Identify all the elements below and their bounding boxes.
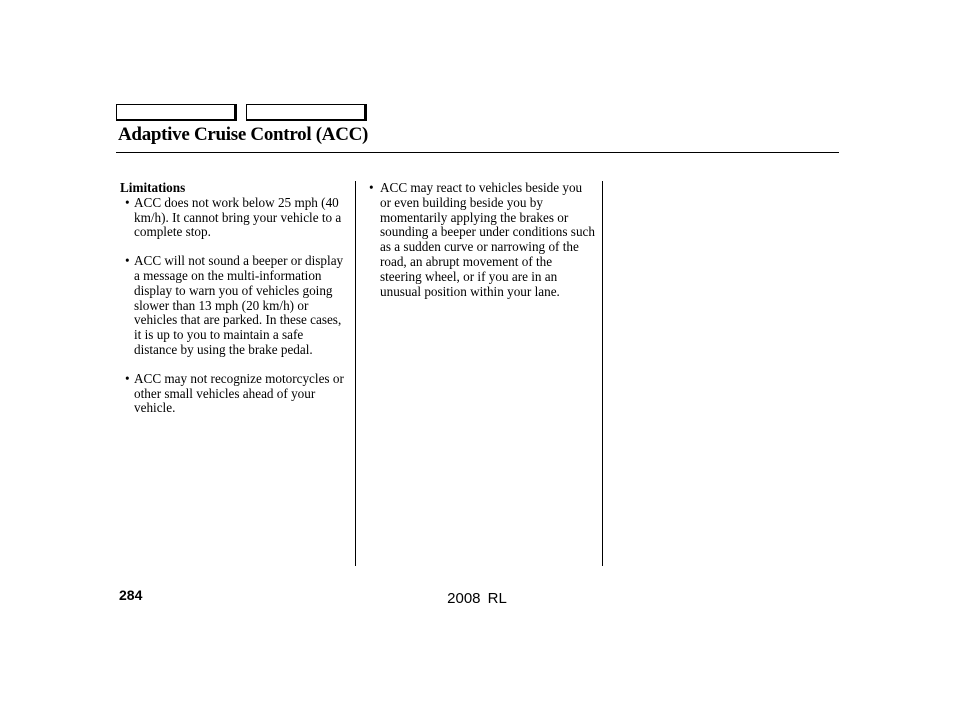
nav-tab-table-of-contents[interactable] — [246, 104, 367, 121]
list-item — [368, 181, 596, 299]
column-divider — [602, 181, 603, 566]
list-item-text: ACC may not recognize motorcycles or other small vehicles ahead of your vehicle. — [134, 370, 344, 416]
middle-column — [368, 181, 596, 313]
list-item — [120, 196, 348, 240]
column-divider — [355, 181, 356, 566]
bullet-icon: • — [125, 370, 130, 386]
page-title: Adaptive Cruise Control (ACC) — [118, 124, 369, 145]
footer-model: 2008 RL — [447, 590, 507, 607]
list-item-text: ACC may react to vehicles beside you or even building beside you by momentarily applying the brakes or sounding a beeper under conditions such as a sudden curve or narrowing of the road, an abrupt movement of the steering wheel, or if you are in an unusual position within your lane. — [380, 180, 595, 299]
list-item-text: ACC does not work below 25 mph (40 km/h). It cannot bring your vehicle to a complete stop. — [134, 194, 342, 240]
list-item — [120, 254, 348, 358]
section-heading: Limitations — [120, 180, 186, 195]
title-divider — [116, 152, 839, 153]
bullet-icon: • — [125, 194, 130, 210]
bullet-icon: • — [125, 253, 130, 269]
page-number: 284 — [119, 587, 143, 603]
list-item-text: ACC will not sound a beeper or display a message on the multi-information display to warn you of vehicles going slower than 13 mph (20 km/h) or vehicles that are parked. In these cases, it is up to you to maintain a safe distance by using the brake pedal. — [134, 253, 344, 357]
nav-tab-main-menu[interactable] — [116, 104, 237, 121]
bullet-icon: • — [369, 180, 374, 195]
left-column — [120, 181, 348, 430]
list-item — [120, 372, 348, 416]
